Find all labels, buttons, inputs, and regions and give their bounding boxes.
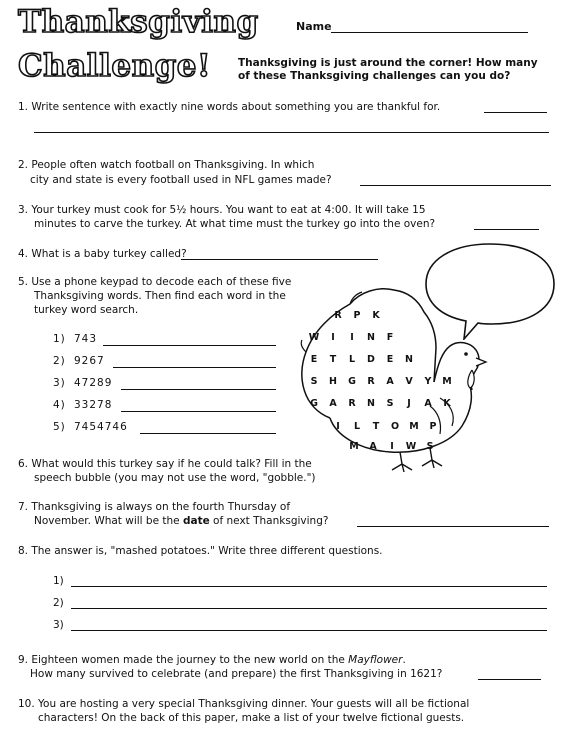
- word-search-letter: S: [310, 376, 318, 387]
- word-search-letter: A: [386, 376, 394, 387]
- keypad-answer-line-3[interactable]: [121, 389, 276, 390]
- title-line-1: Thanksgiving: [18, 4, 259, 40]
- question-10-line-1: 10. You are hosting a very special Thanksgiving dinner. Your guests will all be fictional: [18, 698, 470, 710]
- q1-answer-line-2[interactable]: [34, 132, 549, 133]
- q8-label-2: 2): [53, 597, 64, 609]
- question-7-line-2: [34, 514, 328, 528]
- keypad-label-5: 5): [53, 421, 66, 433]
- question-7-line-1: 7. Thanksgiving is always on the fourth Thursday of: [18, 501, 291, 513]
- word-search-letter: M: [349, 441, 359, 452]
- word-search-letter: E: [310, 354, 318, 365]
- word-search-letter: E: [386, 354, 394, 365]
- question-5-line-3: turkey word search.: [34, 304, 139, 316]
- question-1: 1. Write sentence with exactly nine words about something you are thankful for.: [18, 101, 441, 113]
- word-search-letter: R: [367, 376, 375, 387]
- keypad-answer-line-1[interactable]: [103, 345, 276, 346]
- keypad-label-3: 3): [53, 377, 66, 389]
- word-search-letter: G: [310, 398, 318, 409]
- keypad-answer-line-5[interactable]: [140, 433, 276, 434]
- q2-answer-line[interactable]: [360, 185, 551, 186]
- q8-label-3: 3): [53, 619, 64, 631]
- question-3-line-2: minutes to carve the turkey. At what time must the turkey go into the oven?: [34, 218, 436, 230]
- word-search-letter: A: [329, 398, 337, 409]
- keypad-answer-line-2[interactable]: [113, 367, 276, 368]
- word-search-letter: P: [429, 421, 437, 432]
- question-3-line-1: 3. Your turkey must cook for 5½ hours. You want to eat at 4:00. It will take 15: [18, 204, 426, 216]
- word-search-letter: A: [424, 398, 432, 409]
- q4-answer-line[interactable]: [181, 259, 378, 260]
- keypad-code-1: 743: [74, 333, 98, 345]
- word-search-letter: R: [334, 310, 342, 321]
- word-search-letter: F: [386, 332, 394, 343]
- question-6-line-2: speech bubble (you may not use the word, "gobble."): [34, 472, 316, 484]
- q9-text-post: .: [402, 654, 406, 666]
- q3-answer-line[interactable]: [474, 229, 539, 230]
- q7-text-post: of next Thanksgiving?: [209, 515, 329, 527]
- word-search-letter: J: [407, 398, 411, 409]
- q8-answer-line-3[interactable]: [71, 630, 547, 631]
- question-8: 8. The answer is, "mashed potatoes." Write three different questions.: [18, 545, 383, 557]
- question-5-line-2: Thanksgiving words. Then find each word in the: [34, 290, 286, 302]
- word-search-letter: I: [390, 441, 394, 452]
- keypad-code-4: 33278: [74, 399, 113, 411]
- word-search-letter: N: [405, 354, 413, 365]
- word-search-letter: I: [331, 332, 335, 343]
- word-search-letter: K: [372, 310, 380, 321]
- word-search-letter: L: [348, 354, 356, 365]
- word-search-letter: S: [386, 398, 394, 409]
- word-search-letter: I: [336, 421, 340, 432]
- question-9-line-2: How many survived to celebrate (and prepare) the first Thanksgiving in 1621?: [30, 668, 443, 680]
- word-search-letter: M: [409, 421, 419, 432]
- word-search-letter: S: [426, 441, 434, 452]
- turkey-illustration: [290, 278, 490, 473]
- question-10-line-2: characters! On the back of this paper, make a list of your twelve fictional guests.: [38, 712, 465, 724]
- keypad-label-1: 1): [53, 333, 66, 345]
- question-2-line-2: city and state is every football used in NFL games made?: [30, 174, 332, 186]
- word-search-letter: T: [372, 421, 380, 432]
- word-search-letter: M: [442, 376, 452, 387]
- question-5-line-1: 5. Use a phone keypad to decode each of these five: [18, 276, 292, 288]
- keypad-answer-line-4[interactable]: [121, 411, 276, 412]
- word-search-letter: A: [369, 441, 377, 452]
- word-search-letter: P: [353, 310, 361, 321]
- question-4: 4. What is a baby turkey called?: [18, 248, 187, 260]
- word-search-letter: Y: [424, 376, 432, 387]
- word-search-letter: I: [350, 332, 354, 343]
- q9-answer-line[interactable]: [478, 679, 541, 680]
- word-search-letter: D: [367, 354, 375, 365]
- intro-text: Thanksgiving is just around the corner! How many of these Thanksgiving challenges can you do?: [238, 57, 538, 82]
- q8-label-1: 1): [53, 575, 64, 587]
- word-search-letter: H: [329, 376, 337, 387]
- word-search-letter: N: [367, 398, 375, 409]
- q8-answer-line-2[interactable]: [71, 608, 547, 609]
- q9-text-pre: 9. Eighteen women made the journey to the new world on the: [18, 654, 349, 666]
- word-search-letter: N: [367, 332, 375, 343]
- keypad-code-5: 7454746: [74, 421, 128, 433]
- q7-text-pre: November. What will be the: [34, 515, 183, 527]
- word-search-letter: G: [348, 376, 356, 387]
- word-search-letter: K: [443, 398, 451, 409]
- keypad-label-2: 2): [53, 355, 66, 367]
- question-2-line-1: 2. People often watch football on Thanksgiving. In which: [18, 159, 315, 171]
- keypad-code-3: 47289: [74, 377, 113, 389]
- q9-text-mayflower: Mayflower: [348, 654, 403, 666]
- word-search-letter: R: [348, 398, 356, 409]
- title-line-2: Challenge!: [18, 48, 212, 84]
- word-search-letter: L: [353, 421, 361, 432]
- q1-answer-line-1[interactable]: [484, 112, 547, 113]
- word-search-letter: O: [390, 421, 400, 432]
- keypad-code-2: 9267: [74, 355, 105, 367]
- word-search-letter: W: [308, 332, 320, 343]
- q8-answer-line-1[interactable]: [71, 586, 547, 587]
- word-search-letter: W: [405, 441, 417, 452]
- name-blank[interactable]: [331, 32, 528, 33]
- name-label: Name: [296, 20, 332, 33]
- question-6-line-1: 6. What would this turkey say if he could talk? Fill in the: [18, 458, 312, 470]
- word-search-letter: V: [405, 376, 413, 387]
- word-search-letter: T: [329, 354, 337, 365]
- keypad-label-4: 4): [53, 399, 66, 411]
- q7-text-date: date: [182, 515, 210, 527]
- q7-answer-line[interactable]: [357, 526, 549, 527]
- question-9-line-1: [18, 653, 406, 667]
